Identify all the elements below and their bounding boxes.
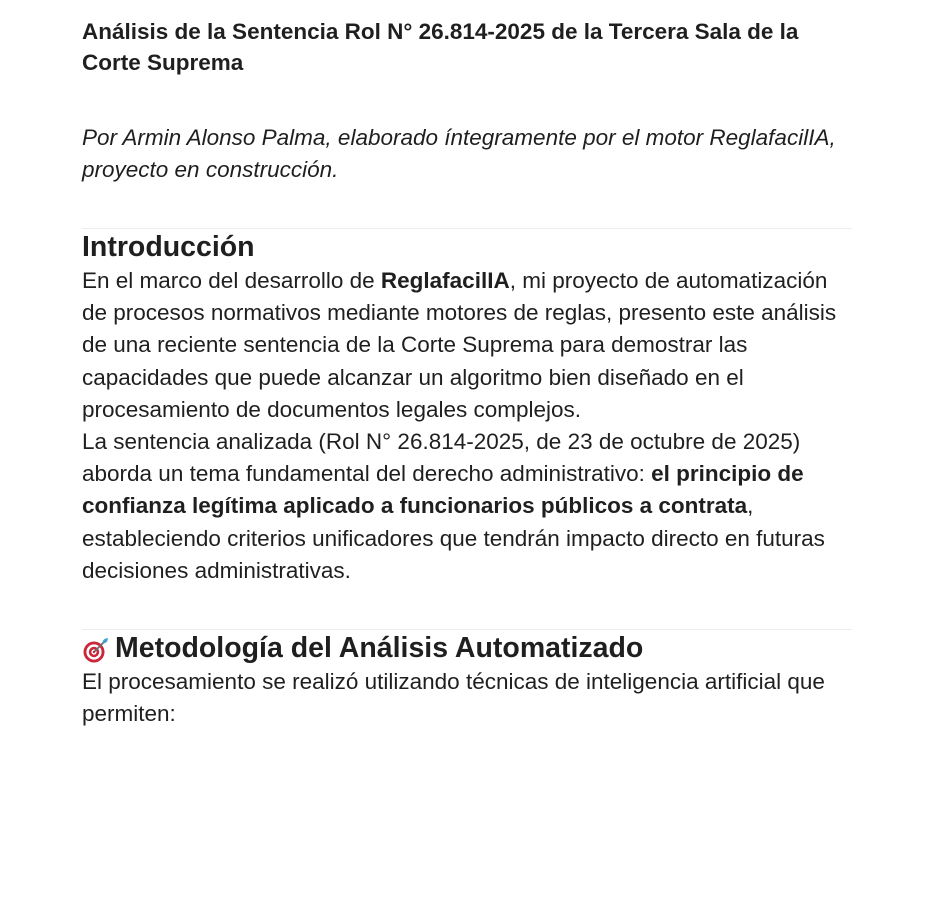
methodology-heading-text: Metodología del Análisis Automatizado — [115, 632, 644, 665]
article-title: Análisis de la Sentencia Rol N° 26.814-2025 de la Tercera Sala de la Corte Suprema — [82, 19, 799, 75]
paragraph-text: , estableciendo criterios unificadores que tendrán impacto directo en futuras decisiones administrativas. — [82, 493, 825, 583]
paragraph-text: , mi proyecto de automatización de procesos normativos mediante motores de reglas, presento este análisis de una reciente sentencia de la Corte Suprema para demostrar las capacidades que puede alcanzar un algoritmo bien diseñado en el procesamiento de documentos legales complejos. — [82, 268, 837, 422]
article-byline: Por Armin Alonso Palma, elaborado íntegramente por el motor ReglafacilIA, proyecto en construcción. — [82, 125, 836, 182]
methodology-heading — [82, 630, 852, 666]
paragraph-text: En el marco del desarrollo de — [82, 268, 381, 293]
project-name-bold: ReglafacilIA — [380, 268, 510, 293]
article — [82, 0, 852, 730]
introduction-heading: Introducción — [82, 231, 255, 263]
introduction-paragraph-2 — [82, 426, 852, 587]
paragraph-text: La sentencia analizada (Rol N° 26.814-2025, de 23 de octubre de 2025) aborda un tema fundamental del derecho administrativo: — [82, 429, 801, 487]
direct-hit-target-icon — [82, 637, 109, 664]
methodology-paragraph: El procesamiento se realizó utilizando técnicas de inteligencia artificial que permiten: — [82, 669, 825, 727]
key-principle-bold: el principio de confianza legítima aplicado a funcionarios públicos a contrata — [82, 461, 804, 519]
introduction-paragraph-1 — [82, 265, 852, 426]
